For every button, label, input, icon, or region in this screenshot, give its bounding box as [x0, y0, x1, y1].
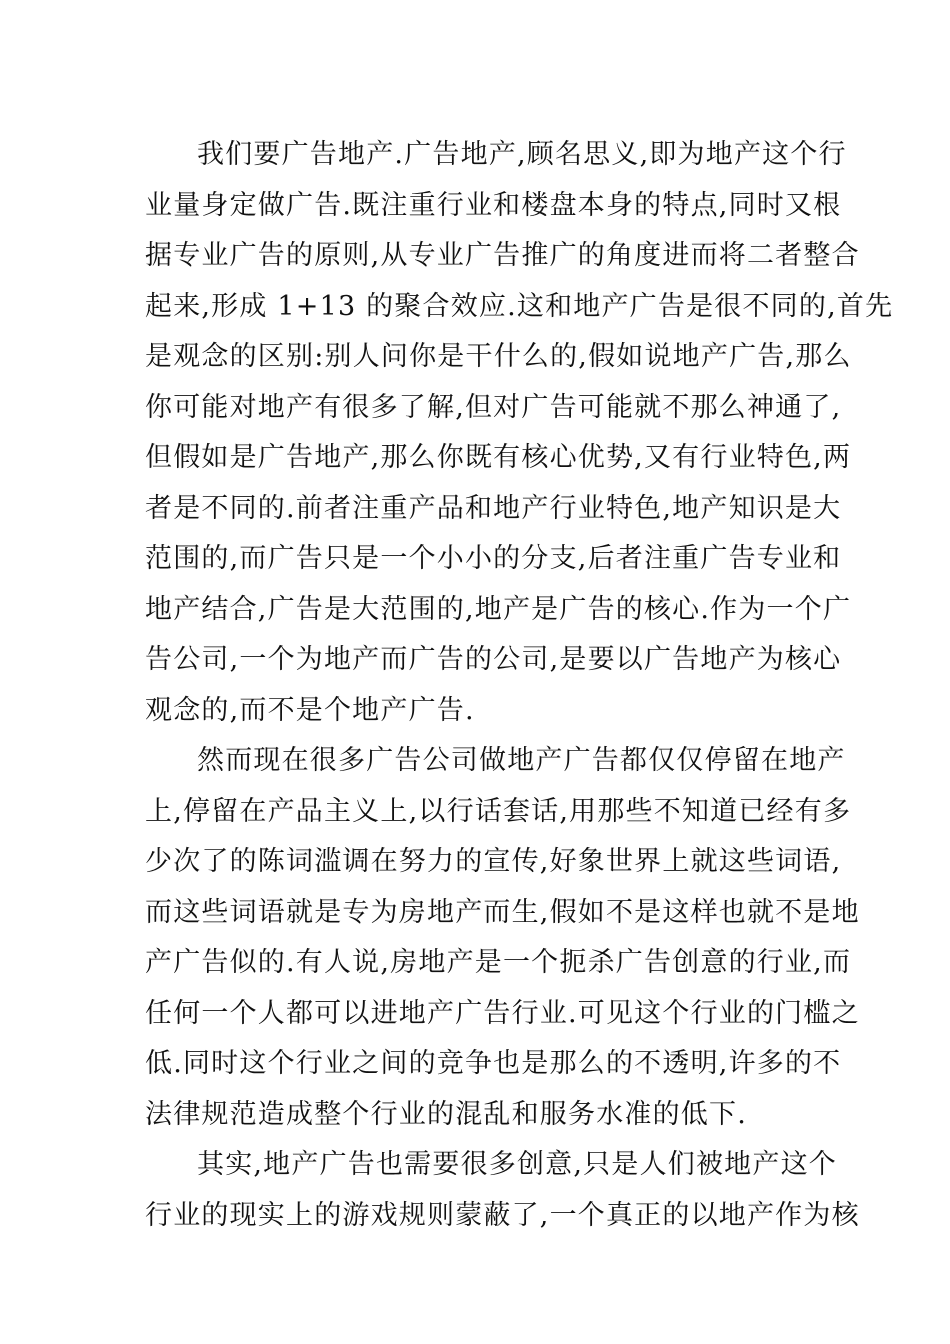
text-line: 者是不同的.前者注重产品和地产行业特色,地产知识是大: [145, 492, 842, 524]
text-line: 但假如是广告地产,那么你既有核心优势,又有行业特色,两: [145, 442, 852, 473]
text-line: 然而现在很多广告公司做地产广告都仅仅停留在地产: [197, 745, 846, 776]
text-line: 而这些词语就是专为房地产而生,假如不是这样也就不是地: [145, 896, 860, 928]
paragraph-1: [145, 130, 894, 736]
text-line: 起来,形成 1+13 的聚合效应.这和地产广告是很不同的,首先: [145, 290, 894, 322]
text-line: 低.同时这个行业之间的竞争也是那么的不透明,许多的不: [145, 1048, 842, 1079]
text-line: 地产结合,广告是大范围的,地产是广告的核心.作为一个广: [145, 593, 852, 625]
text-line: 告公司,一个为地产而广告的公司,是要以广告地产为核心: [145, 644, 842, 675]
text-line: 是观念的区别:别人问你是干什么的,假如说地产广告,那么: [145, 341, 852, 372]
text-line: 我们要广告地产.广告地产,顾名思义,即为地产这个行: [197, 139, 847, 170]
text-line: 少次了的陈词滥调在努力的宣传,好象世界上就这些词语,: [145, 846, 842, 877]
text-line: 任何一个人都可以进地产广告行业.可见这个行业的门槛之: [145, 997, 860, 1029]
text-line: 上,停留在产品主义上,以行话套话,用那些不知道已经有多: [145, 795, 852, 827]
document-body: [145, 130, 894, 1241]
text-line: 产广告似的.有人说,房地产是一个扼杀广告创意的行业,而: [145, 947, 852, 978]
text-line: 其实,地产广告也需要很多创意,只是人们被地产这个: [197, 1149, 837, 1180]
text-line: 据专业广告的原则,从专业广告推广的角度进而将二者整合: [145, 240, 860, 271]
text-line: 法律规范造成整个行业的混乱和服务水准的低下.: [145, 1098, 747, 1130]
paragraph-2: [145, 736, 860, 1140]
text-line: 业量身定做广告.既注重行业和楼盘本身的特点,同时又根: [145, 189, 842, 221]
paragraph-3: [145, 1140, 860, 1241]
text-line: 行业的现实上的游戏规则蒙蔽了,一个真正的以地产作为核: [145, 1199, 860, 1231]
text-line: 你可能对地产有很多了解,但对广告可能就不那么神通了,: [145, 391, 842, 423]
text-line: 范围的,而广告只是一个小小的分支,后者注重广告专业和: [145, 543, 842, 574]
text-line: 观念的,而不是个地产广告.: [145, 694, 475, 726]
